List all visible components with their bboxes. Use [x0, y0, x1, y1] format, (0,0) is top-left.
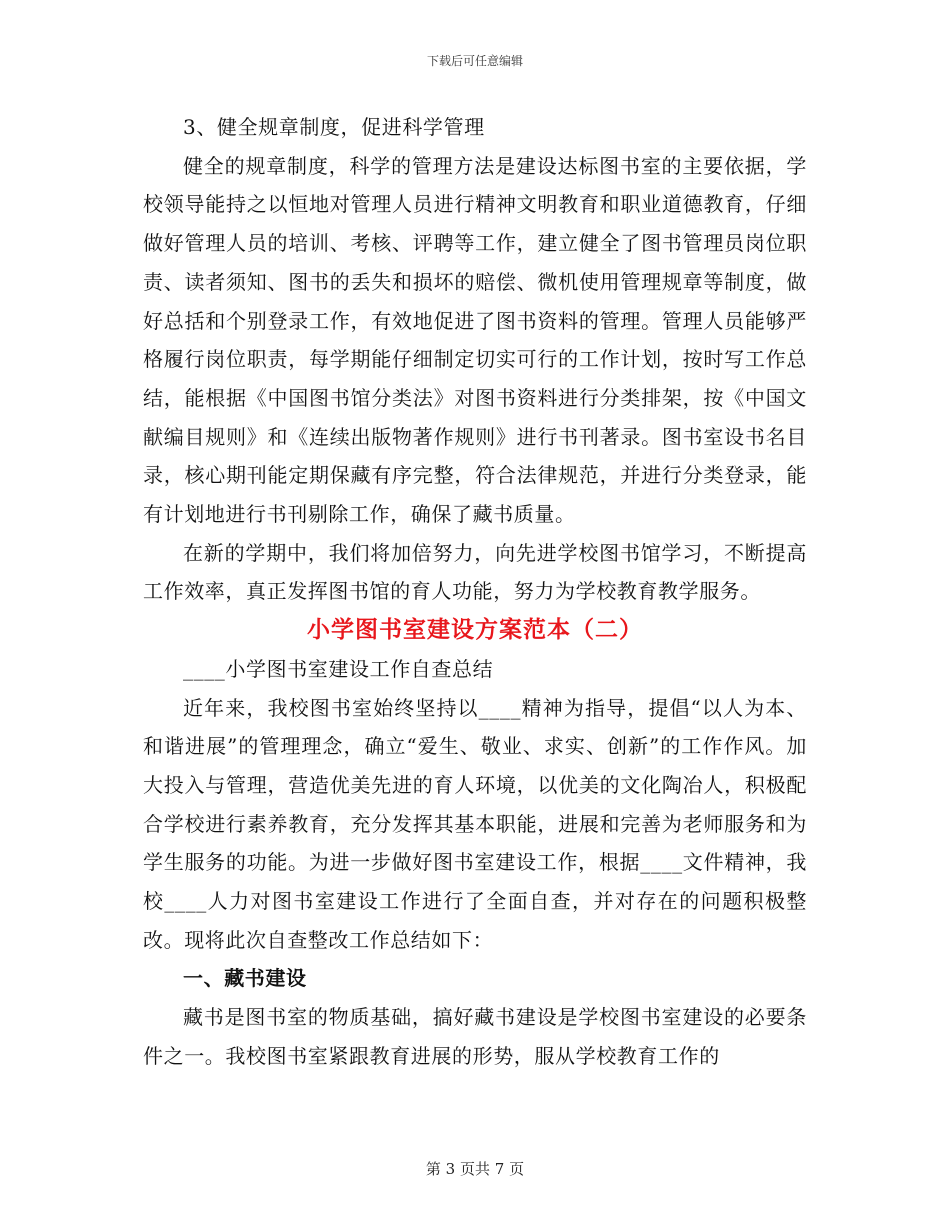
page-footer: 第 3 页共 7 页	[425, 1160, 525, 1178]
document-title: 小学图书室建设方案范本（二）	[307, 616, 643, 644]
paragraph-new-semester: 在新的学期中，我们将加倍努力，向先进学校图书馆学习，不断提高工作效率，真正发挥图书馆的育人功能，努力为学校教育教学服务。	[143, 540, 807, 604]
paragraph-regulations: 健全的规章制度，科学的管理方法是建设达标图书室的主要依据，学校领导能持之以恒地对管理人员进行精神文明教育和职业道德教育，仔细做好管理人员的培训、考核、评聘等工作，建立健全了图书管理员岗位职责、读者须知、图书的丢失和损坏的赔偿、微机使用管理规章等制度，做好总括和个别登录工作，有效地促进了图书资料的管理。管理人员能够严格履行岗位职责，每学期能仔细制定切实可行的工作计划，按时写工作总结，能根据《中国图书馆分类法》对图书资料进行分类排架，按《中国文献编目规则》和《连续出版物著作规则》进行书刊著录。图书室设书名目录，核心期刊能定期保藏有序完整，符合法律规范，并进行分类登录，能有计划地进行书刊剔除工作，确保了藏书质量。	[143, 153, 807, 527]
paragraph-intro: 近年来，我校图书室始终坚持以____精神为指导，提倡“以人为本、和谐进展”的管理理念，确立“爱生、敬业、求实、创新”的工作作风。加大投入与管理，营造优美先进的育人环境，以优美的文化陶冶人，积极配合学校进行素养教育，充分发挥其基本职能，进展和完善为老师服务和为学生服务的功能。为进一步做好图书室建设工作，根据____文件精神，我校____人力对图书室建设工作进行了全面自查，并对存在的问题积极整改。现将此次自查整改工作总结如下：	[143, 695, 807, 952]
page-header: 下载后可任意编辑	[426, 54, 523, 68]
section-heading-regulations: 3、健全规章制度，促进科学管理	[183, 115, 485, 139]
subtitle-self-check: ____小学图书室建设工作自查总结	[183, 656, 494, 681]
document-body	[143, 108, 807, 1076]
section-heading-collection: 一、藏书建设	[183, 966, 307, 991]
paragraph-collection: 藏书是图书室的物质基础，搞好藏书建设是学校图书室建设的必要条件之一。我校图书室紧跟教育进展的形势，服从学校教育工作的	[143, 1005, 807, 1068]
